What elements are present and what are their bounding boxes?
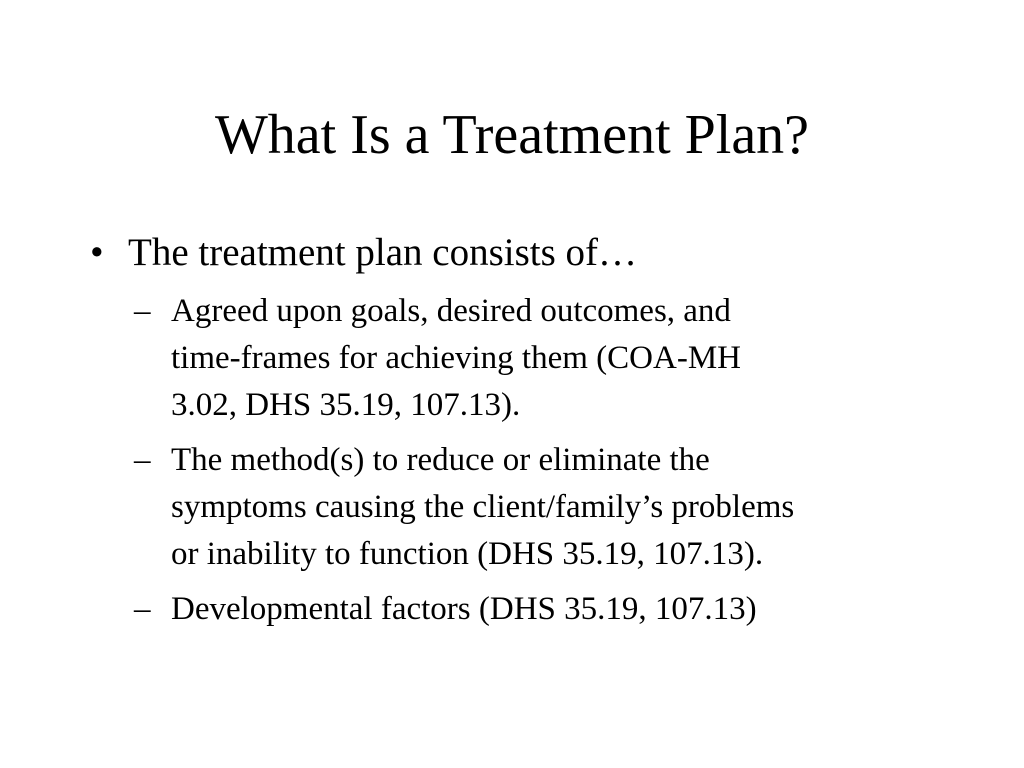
sub-bullet-marker: – — [134, 591, 151, 627]
sub-bullet-item — [134, 437, 950, 578]
sub-bullet-line: time-frames for achieving them (COA-MH — [171, 340, 741, 376]
sub-bullet-marker: – — [134, 293, 151, 329]
slide-body — [90, 228, 950, 641]
sub-bullet-line: The method(s) to reduce or eliminate the — [171, 442, 710, 478]
bullet-marker: • — [90, 231, 104, 274]
sub-bullet-line: or inability to function (DHS 35.19, 107.13). — [171, 536, 764, 572]
sub-bullet-list — [134, 288, 950, 633]
sub-bullet-item — [134, 288, 950, 429]
sub-bullet-line: Agreed upon goals, desired outcomes, and — [171, 293, 731, 329]
sub-bullet-line: 3.02, DHS 35.19, 107.13). — [171, 387, 521, 423]
sub-bullet-line: Developmental factors (DHS 35.19, 107.13) — [171, 591, 757, 627]
sub-bullet-marker: – — [134, 442, 151, 478]
bullet-text: The treatment plan consists of… — [128, 231, 638, 274]
sub-bullet-item — [134, 586, 950, 633]
sub-bullet-line: symptoms causing the client/family’s problems — [171, 489, 795, 525]
sub-bullet-text — [171, 437, 950, 578]
slide-title: What Is a Treatment Plan? — [214, 104, 810, 166]
sub-bullet-text — [171, 288, 950, 429]
bullet-item — [90, 228, 950, 278]
sub-bullet-text — [171, 586, 950, 633]
